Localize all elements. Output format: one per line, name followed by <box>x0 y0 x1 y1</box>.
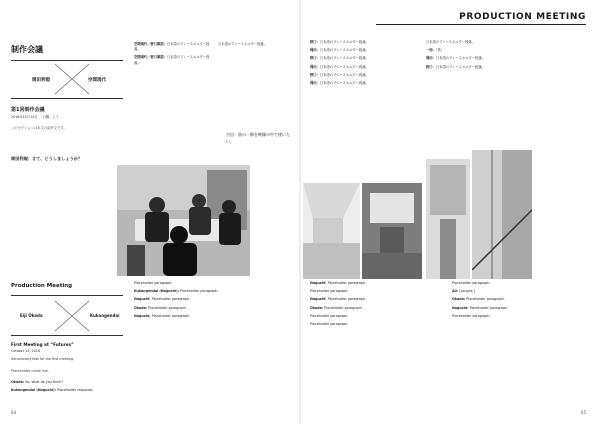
paragraph <box>310 56 420 61</box>
cross-icon <box>53 62 91 96</box>
jp-title-rule <box>11 60 123 61</box>
paragraph-text: 日本語のプレースホルダー段落。 <box>319 81 369 86</box>
paragraph-text: Placeholder paragraph. <box>452 313 491 318</box>
speaker-name: 野口： <box>310 56 320 61</box>
en-title-rule <box>11 295 123 296</box>
paragraph <box>452 281 586 286</box>
paragraph <box>310 81 420 86</box>
meeting-photo-image <box>117 165 250 276</box>
paragraph-text: Placeholder paragraph. <box>310 322 349 327</box>
jp-session-date: 2016年10月14日 「日曜」にて <box>11 115 60 119</box>
paragraph <box>11 388 123 393</box>
paragraph <box>452 314 586 319</box>
interior-photo-1 <box>303 183 360 279</box>
speaker-name: Okada: <box>134 305 149 310</box>
page-header-title: PRODUCTION MEETING <box>459 12 586 22</box>
paragraph-text: 日本語のプレースホルダー段落。 <box>426 40 476 44</box>
speaker-name: Noguchi: <box>134 297 152 302</box>
paragraph-text: 日本語のプレースホルダー段落。 <box>319 64 369 69</box>
speaker-name: 野口： <box>426 64 436 69</box>
speaker-name: Kukangendai (Noguchi): <box>134 289 181 294</box>
en-credit-line: Placeholder credit line. <box>11 369 49 373</box>
en-text-column-1 <box>11 380 123 410</box>
jp-text-column-2 <box>134 42 210 160</box>
jp-session-title: 第1回制作会議 <box>11 107 45 113</box>
paragraph <box>218 42 294 47</box>
speaker-name: 岡田： <box>426 56 436 61</box>
paragraph-text: Placeholder paragraph. <box>469 305 509 310</box>
meeting-photo <box>117 165 250 276</box>
paragraph-text: 日本語のプレースホルダー段落。 <box>319 56 369 61</box>
paragraph <box>134 289 294 294</box>
speaker-name: 岡田： <box>310 48 320 53</box>
speaker-name: 野口： <box>310 72 320 77</box>
paragraph <box>310 48 420 53</box>
en-section-title: Production Meeting <box>11 283 73 289</box>
speaker-name: Noguchi: <box>452 305 470 310</box>
paragraph-text: Placeholder paragraph. <box>452 281 491 285</box>
paragraph-text: [Laughs.] <box>459 289 475 294</box>
cross-icon <box>53 299 91 333</box>
speaker-name: 一同： <box>426 48 436 53</box>
en-name-a: Eiji Okada <box>20 313 43 318</box>
page-number-right: 65 <box>580 410 586 415</box>
page-gutter <box>299 0 301 424</box>
interior-photo-2 <box>362 183 422 279</box>
paragraph-text: Placeholder paragraph. <box>466 297 505 302</box>
paragraph <box>310 314 444 319</box>
paragraph <box>11 380 123 385</box>
jp-name-a: 岡田利規 <box>32 78 50 83</box>
paragraph-text: Placeholder paragraph. <box>324 305 363 310</box>
paragraph-text: 日本語のプレースホルダー段落。 <box>435 64 485 69</box>
en-names-rule <box>11 335 123 336</box>
paragraph-text: 日本語のプレースホルダー段落。 <box>218 42 268 46</box>
interior-photo-3-image <box>426 159 470 279</box>
paragraph <box>134 281 294 286</box>
paragraph <box>452 289 586 294</box>
page-number-left: 64 <box>11 410 17 415</box>
paragraph-text: Placeholder paragraph. <box>310 289 349 294</box>
paragraph <box>310 40 420 45</box>
paragraph-text: 日本語のプレースホルダー段落。 <box>319 48 369 53</box>
paragraph <box>134 314 294 319</box>
speaker-name: Noguchi: <box>310 281 328 285</box>
jp-opening-question: 岡田利規：さて、どうしましょうか？ <box>11 156 83 161</box>
en-session-title: First Meeting at “Futures” <box>11 342 74 347</box>
paragraph <box>134 297 294 302</box>
paragraph-text: Placeholder response. <box>57 388 94 393</box>
interior-photo-1-image <box>303 183 360 279</box>
en-session-date: October 14, 2016 <box>11 349 40 353</box>
speaker-name: 空間現代／野口順哉： <box>134 42 167 46</box>
speaker-name: 野口： <box>310 40 320 44</box>
paragraph-text: Placeholder paragraph. <box>327 281 367 285</box>
paragraph-text: Placeholder paragraph. <box>310 313 349 318</box>
speaker-name: Noguchi: <box>310 297 328 302</box>
en-right-text-column-2 <box>452 281 586 409</box>
paragraph <box>426 48 586 53</box>
jp-names-rule <box>11 98 123 99</box>
en-name-b: Kukangendai <box>90 313 120 318</box>
paragraph-text: 日本語のプレースホルダー段落。 <box>435 56 485 61</box>
jp-name-b: 空間現代 <box>88 78 106 83</box>
speaker-name: Noguchi: <box>134 313 152 318</box>
paragraph-text: 日本語のプレースホルダー段落。 <box>134 55 210 65</box>
paragraph <box>310 289 444 294</box>
paragraph <box>452 306 586 311</box>
paragraph-text: Placeholder paragraph. <box>151 297 191 302</box>
paragraph <box>310 322 444 327</box>
paragraph-text: Placeholder paragraph. <box>151 313 191 318</box>
paragraph <box>310 73 420 78</box>
speaker-name: 岡田： <box>310 64 320 69</box>
en-intro-text: Introductory text for the first meeting. <box>11 357 75 361</box>
pull-quote: 吉田：曲の一節を映像の中で使いたい。 <box>226 132 290 144</box>
paragraph <box>426 40 586 45</box>
speaker-name: Okada: <box>310 305 325 310</box>
paragraph-text: 日本語のプレースホルダー段落。 <box>134 42 210 52</box>
paragraph <box>310 65 420 70</box>
paragraph <box>426 56 586 61</box>
jp-right-text-column-2 <box>426 40 586 148</box>
speaker-name: 岡田： <box>310 81 320 86</box>
header-rule <box>376 24 586 25</box>
paragraph-text: Placeholder paragraph. <box>327 297 367 302</box>
paragraph-text: Placeholder paragraph. <box>148 305 187 310</box>
speaker-name: Kukangendai (Noguchi): <box>11 388 58 393</box>
paragraph <box>452 297 586 302</box>
paragraph <box>134 55 210 65</box>
paragraph-text: Placeholder paragraph. <box>180 289 219 294</box>
speaker-name: 空間現代／野口順哉： <box>134 55 167 60</box>
speaker-name: Okada: <box>452 297 467 302</box>
paragraph-text: （笑） <box>435 48 445 53</box>
speaker-name: Okada: <box>11 380 26 384</box>
paragraph <box>134 306 294 311</box>
staircase-photo-image <box>472 150 532 279</box>
interior-photo-3 <box>426 159 470 279</box>
en-right-text-column-1 <box>310 281 444 409</box>
jp-right-text-column-1 <box>310 40 420 180</box>
paragraph <box>310 306 444 311</box>
jp-intro-text: このセクションは本文の紹介文です。 <box>11 126 67 130</box>
paragraph-text: 日本語のプレースホルダー段落。 <box>319 72 369 77</box>
paragraph <box>310 281 444 286</box>
paragraph-text: 日本語のプレースホルダー段落。 <box>319 40 369 44</box>
paragraph <box>426 65 586 70</box>
jp-text-column-3 <box>218 42 294 132</box>
jp-section-title: 制作会議 <box>11 45 43 54</box>
staircase-photo <box>472 150 532 279</box>
paragraph <box>310 297 444 302</box>
paragraph-text: Placeholder paragraph. <box>134 281 173 285</box>
en-text-column-2 <box>134 281 294 409</box>
speaker-name: All: <box>452 289 460 294</box>
paragraph-text: So, what do you think? <box>25 380 63 384</box>
paragraph <box>134 42 210 52</box>
interior-photo-2-image <box>362 183 422 279</box>
